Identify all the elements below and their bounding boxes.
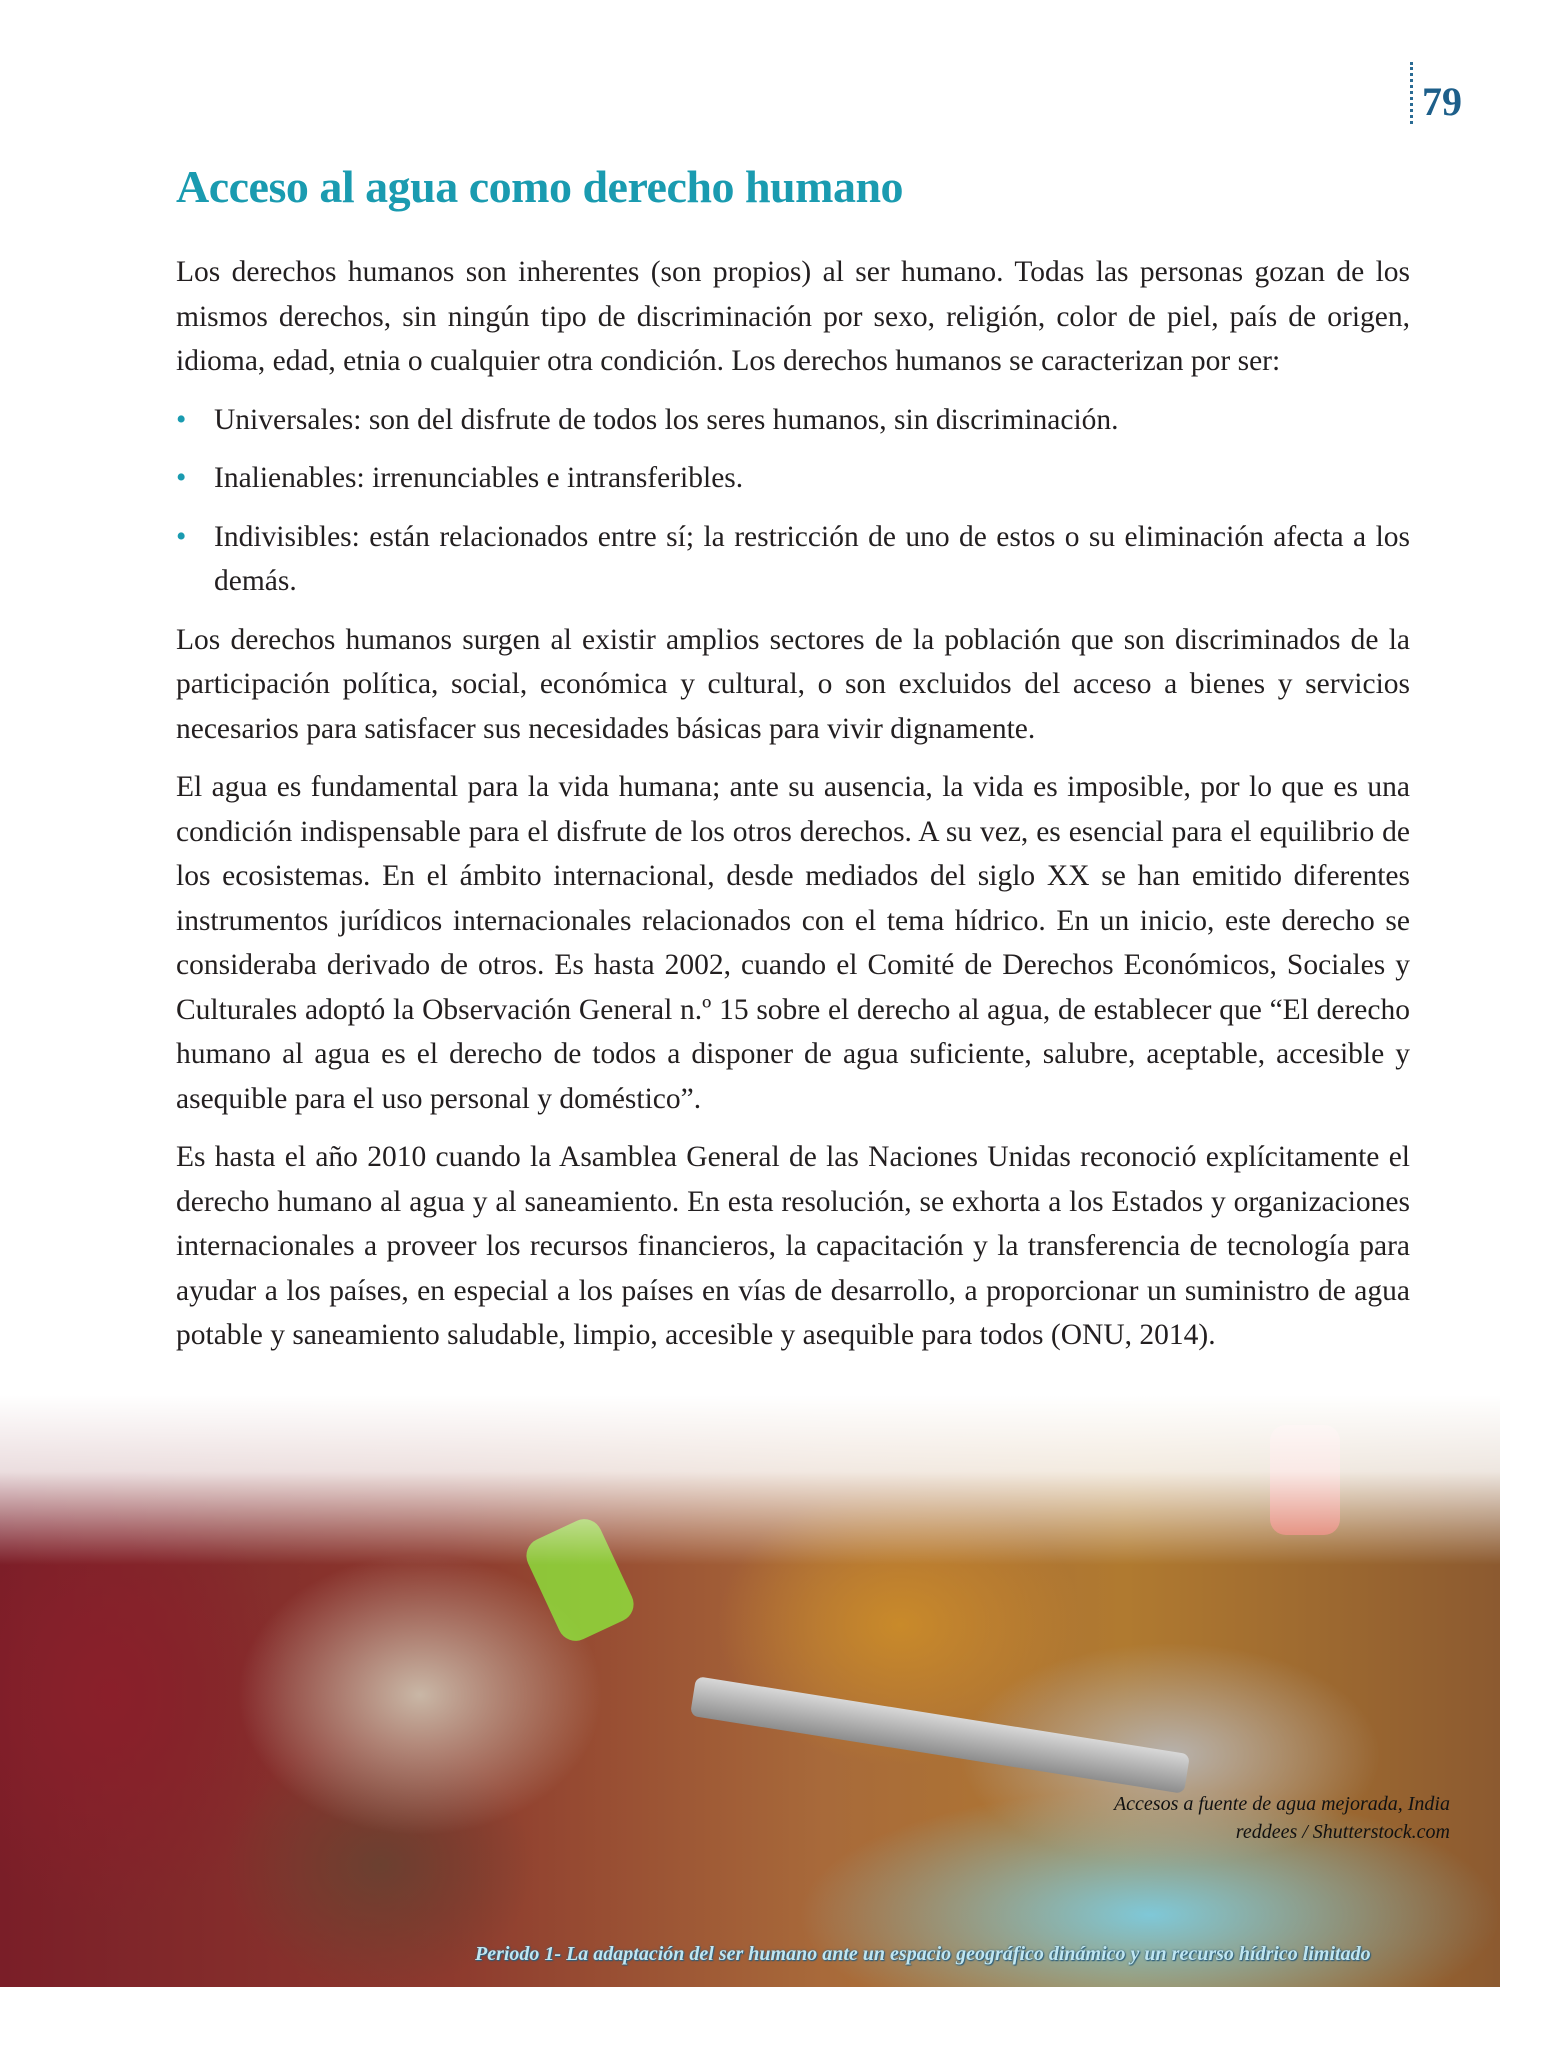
page-number-divider xyxy=(1410,62,1413,124)
paragraph: Es hasta el año 2010 cuando la Asamblea General de las Naciones Unidas reconoció explícitamente el derecho humano al agua y al saneamiento. En esta resolución, se exhorta a los Estados y organizaciones internacionales a proveer los recursos financieros, la capacitación y la transferencia de tecnología para ayudar a los países, en especial a los países en vías de desarrollo, a proporcionar un suministro de agua potable y saneamiento saludable, limpio, accesible y asequible para todos (ONU, 2014). xyxy=(176,1141,1410,1351)
photo-fade xyxy=(0,1395,1500,1565)
running-footer: Periodo 1- La adaptación del ser humano ante un espacio geográfico dinámico y un recurso hídrico limitado xyxy=(475,1943,1371,1965)
water-pipe xyxy=(690,1676,1190,1794)
page-number: 79 xyxy=(1422,79,1462,124)
intro-paragraph: Los derechos humanos son inherentes (son propios) al ser humano. Todas las personas gozan de los mismos derechos, sin ningún tipo de discriminación por sexo, religión, color de piel, país de origen, idioma, edad, etnia o cualquier otra condición. Los derechos humanos se caracterizan por ser: xyxy=(176,256,1410,377)
section-title: Acceso al agua como derecho humano xyxy=(176,161,904,212)
bullet-icon: • xyxy=(176,520,187,553)
list-item xyxy=(176,398,1410,443)
list-item-text: Inalienables: irrenunciables e intransferibles. xyxy=(214,462,744,494)
paragraph: Los derechos humanos surgen al existir amplios sectores de la población que son discriminados de la participación política, social, económica y cultural, o son excluidos del acceso a bienes y servicios necesarios para satisfacer sus necesidades básicas para vivir dignamente. xyxy=(176,623,1410,745)
list-item xyxy=(176,456,1410,501)
photo-woman-drinking-water xyxy=(0,1395,1500,1987)
photo-caption xyxy=(1114,1790,1450,1846)
caption-text: Accesos a fuente de agua mejorada, India xyxy=(1113,1793,1450,1815)
list-item xyxy=(176,515,1410,604)
photo-credit: reddees / Shutterstock.com xyxy=(1235,1821,1450,1843)
characteristics-list xyxy=(176,398,1410,604)
bullet-icon: • xyxy=(176,403,187,436)
bullet-icon: • xyxy=(176,462,187,494)
list-item-text: Indivisibles: están relacionados entre sí; la restricción de uno de estos o su eliminación afecta a los demás. xyxy=(214,520,1410,597)
body-text xyxy=(176,250,1410,1372)
list-item-text: Universales: son del disfrute de todos los seres humanos, sin discriminación. xyxy=(214,403,1119,436)
paragraph: El agua es fundamental para la vida humana; ante su ausencia, la vida es imposible, por lo que es una condición indispensable para el disfrute de los otros derechos. A su vez, es esencial para el equilibrio de los ecosistemas. En el ámbito internacional, desde mediados del siglo XX se han emitido diferentes instrumentos jurídicos internacionales relacionados con el tema hídrico. En un inicio, este derecho se consideraba derivado de otros. Es hasta 2002, cuando el Comité de Derechos Económicos, Sociales y Culturales adoptó la Observación General n.º 15 sobre el derecho al agua, de establecer que “El derecho humano al agua es el derecho de todos a disponer de agua suficiente, salubre, aceptable, accesible y asequible para el uso personal y doméstico”. xyxy=(176,771,1410,1115)
